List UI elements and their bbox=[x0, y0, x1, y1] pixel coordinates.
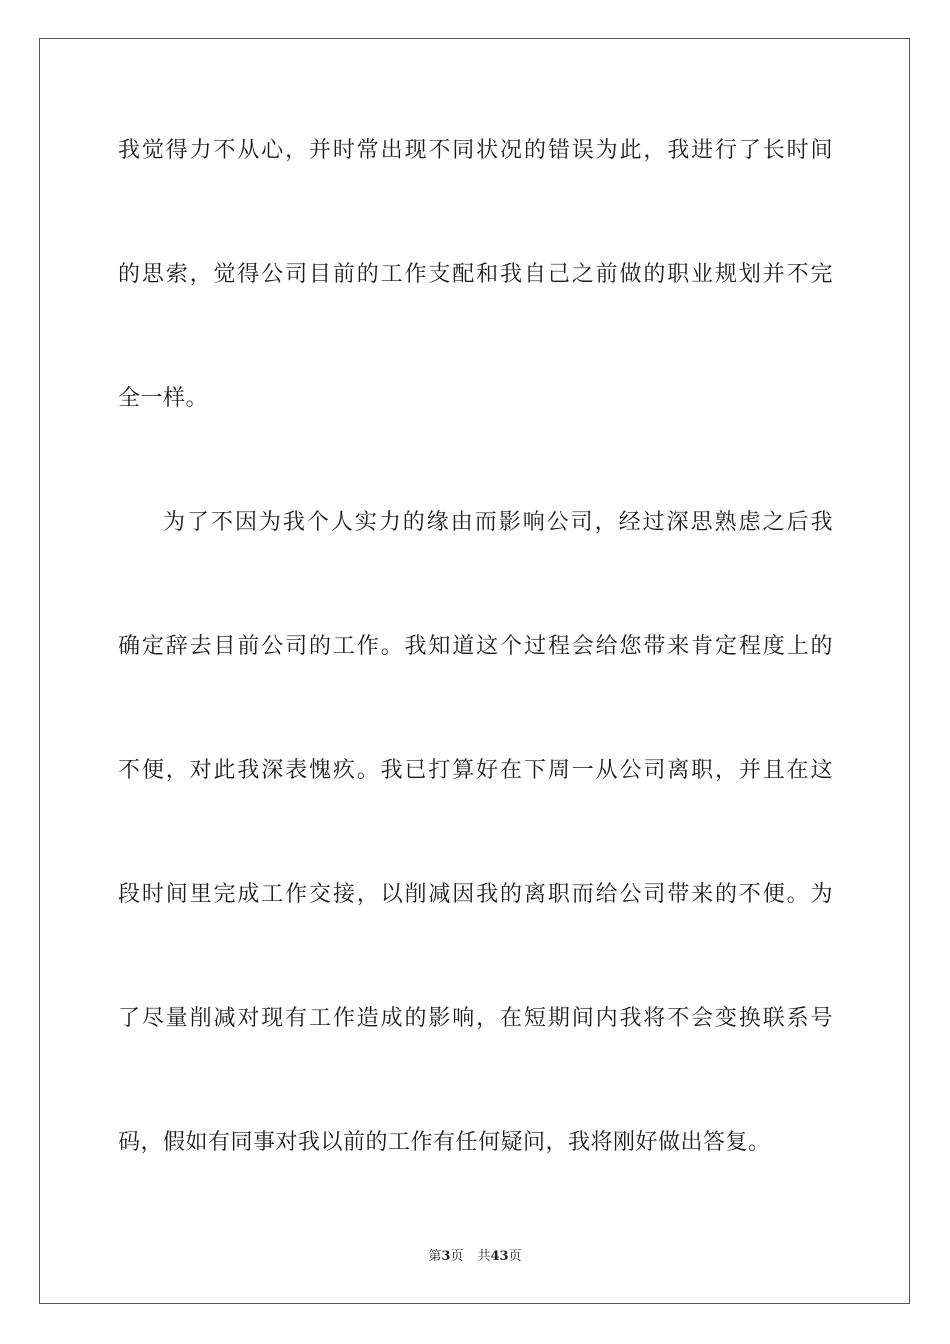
footer-page-suffix: 页 bbox=[450, 1249, 464, 1264]
footer-page-prefix: 第 bbox=[428, 1249, 442, 1264]
body-line-4: 为了不因为我个人实力的缘由而影响公司，经过深思熟虑之后我 bbox=[163, 510, 833, 535]
body-line-9: 码，假如有同事对我以前的工作有任何疑问，我将刚好做出答复。 bbox=[118, 1130, 771, 1155]
body-line-7: 段时间里完成工作交接，以削减因我的离职而给公司带来的不便。为 bbox=[118, 882, 833, 907]
body-line-5: 确定辞去目前公司的工作。我知道这个过程会给您带来肯定程度上的 bbox=[118, 634, 833, 659]
page-footer bbox=[0, 1248, 950, 1266]
page-border bbox=[39, 38, 910, 1304]
body-line-1: 我觉得力不从心，并时常出现不同状况的错误为此，我进行了长时间 bbox=[118, 138, 833, 163]
footer-total-pages: 43 bbox=[490, 1249, 509, 1264]
footer-total-suffix: 页 bbox=[508, 1249, 522, 1264]
footer-page-number: 3 bbox=[441, 1249, 451, 1264]
body-line-6: 不便，对此我深表愧疚。我已打算好在下周一从公司离职，并且在这 bbox=[118, 758, 833, 783]
body-line-8: 了尽量削减对现有工作造成的影响，在短期间内我将不会变换联系号 bbox=[118, 1006, 833, 1031]
body-line-3: 全一样。 bbox=[118, 386, 209, 411]
footer-total-prefix: 共 bbox=[477, 1249, 491, 1264]
body-line-2: 的思索，觉得公司目前的工作支配和我自己之前做的职业规划并不完 bbox=[118, 262, 833, 287]
